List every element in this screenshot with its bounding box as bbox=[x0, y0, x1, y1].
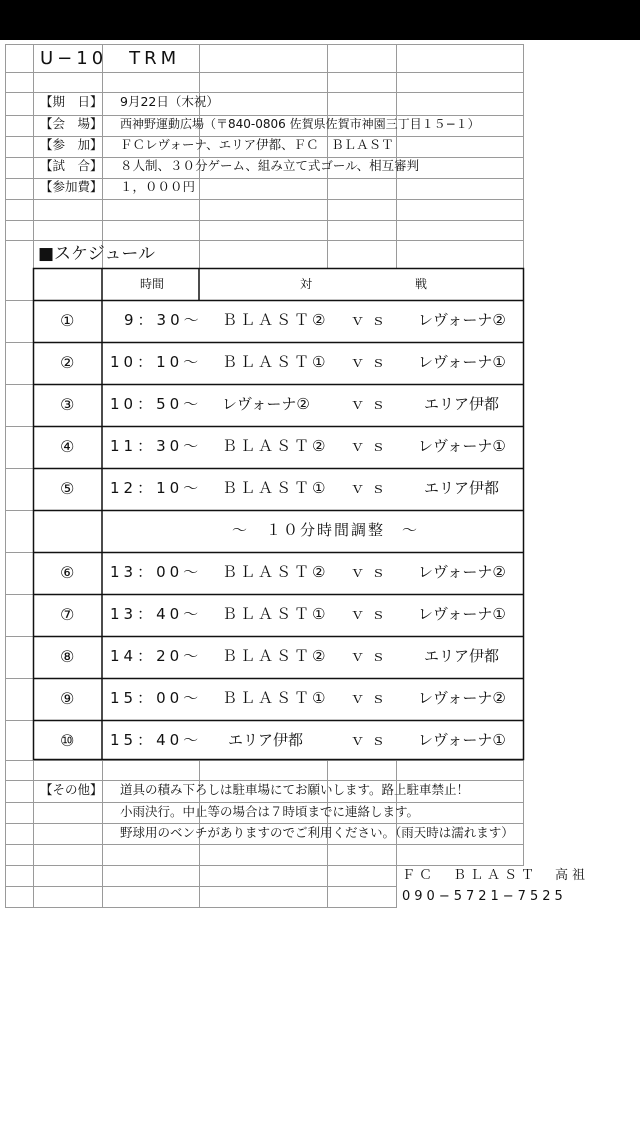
match-time: 12：10〜 bbox=[110, 479, 203, 497]
contact-phone: 090−5721−7525 bbox=[402, 889, 567, 904]
team-a: ＢＬＡＳＴ② bbox=[222, 563, 329, 581]
header-time: 時間 bbox=[140, 277, 165, 291]
team-a: ＢＬＡＳＴ① bbox=[222, 353, 329, 371]
vs-label: ｖｓ bbox=[350, 563, 393, 581]
match-time: 13：40〜 bbox=[110, 605, 203, 623]
match-number: ⑦ bbox=[60, 605, 75, 624]
vs-label: ｖｓ bbox=[350, 311, 393, 329]
info-value-participants: ＦＣレヴォーナ、エリア伊都、ＦＣ ＢＬＡＳＴ bbox=[120, 137, 394, 152]
team-a: ＢＬＡＳＴ① bbox=[222, 689, 329, 707]
info-value-fee: １，０００円 bbox=[120, 179, 196, 194]
match-time: 13：00〜 bbox=[110, 563, 203, 581]
info-label-venue: 【会 場】 bbox=[40, 116, 103, 131]
team-a: ＢＬＡＳＴ② bbox=[222, 437, 329, 455]
team-a: エリア伊都 bbox=[228, 731, 304, 749]
match-number: ③ bbox=[60, 395, 75, 414]
header-match-left: 対 bbox=[300, 277, 313, 291]
vs-label: ｖｓ bbox=[350, 731, 393, 749]
other-note-3: 野球用のベンチがありますのでご利用ください。（雨天時は濡れます） bbox=[120, 825, 514, 840]
team-b: レヴォーナ② bbox=[418, 311, 506, 329]
team-b: レヴォーナ② bbox=[418, 689, 506, 707]
vs-label: ｖｓ bbox=[350, 479, 393, 497]
team-b: レヴォーナ① bbox=[418, 731, 506, 749]
contact-name: ＦＣ ＢＬＡＳＴ 高祖 bbox=[402, 868, 590, 883]
team-b: レヴォーナ① bbox=[418, 353, 506, 371]
match-number: ② bbox=[60, 353, 75, 372]
break-row: 〜 １０分時間調整 〜 bbox=[232, 521, 420, 539]
team-b: エリア伊都 bbox=[424, 647, 500, 665]
match-time: 15：00〜 bbox=[110, 689, 203, 707]
vs-label: ｖｓ bbox=[350, 605, 393, 623]
team-b: エリア伊都 bbox=[424, 479, 500, 497]
info-label-date: 【期 日】 bbox=[40, 94, 103, 109]
match-time: 10：50〜 bbox=[110, 395, 203, 413]
team-a: ＢＬＡＳＴ② bbox=[222, 311, 329, 329]
team-a: ＢＬＡＳＴ① bbox=[222, 479, 329, 497]
match-time: 14：20〜 bbox=[110, 647, 203, 665]
vs-label: ｖｓ bbox=[350, 353, 393, 371]
info-label-format: 【試 合】 bbox=[40, 158, 103, 173]
team-b: レヴォーナ② bbox=[418, 563, 506, 581]
other-label: 【その他】 bbox=[40, 782, 103, 797]
vs-label: ｖｓ bbox=[350, 647, 393, 665]
schedule-table-borders bbox=[34, 268, 525, 760]
match-number: ⑨ bbox=[60, 689, 75, 708]
team-b: レヴォーナ① bbox=[418, 437, 506, 455]
info-value-venue: 西神野運動広場（〒840-0806 佐賀県佐賀市神園三丁目１５−１） bbox=[120, 117, 480, 131]
match-number: ⑥ bbox=[60, 563, 75, 582]
team-b: レヴォーナ① bbox=[418, 605, 506, 623]
match-time: 15：40〜 bbox=[110, 731, 203, 749]
match-time: 9：30〜 bbox=[124, 311, 203, 329]
page-title: U−10 TRM bbox=[40, 48, 181, 69]
match-time: 10：10〜 bbox=[110, 353, 203, 371]
match-number: ① bbox=[60, 311, 75, 330]
info-value-date: 9月22日（木祝） bbox=[120, 94, 219, 109]
vs-label: ｖｓ bbox=[350, 395, 393, 413]
info-label-participants: 【参 加】 bbox=[40, 137, 103, 152]
match-time: 11：30〜 bbox=[110, 437, 203, 455]
match-number: ⑩ bbox=[60, 731, 75, 750]
team-b: エリア伊都 bbox=[424, 395, 500, 413]
match-number: ⑧ bbox=[60, 647, 75, 666]
info-value-format: ８人制、３０分ゲーム、組み立て式ゴール、相互審判 bbox=[120, 158, 420, 173]
vs-label: ｖｓ bbox=[350, 437, 393, 455]
other-note-1: 道具の積み下ろしは駐車場にてお願いします。路上駐車禁止！ bbox=[120, 782, 470, 797]
header-match-right: 戦 bbox=[415, 277, 428, 291]
team-a: レヴォーナ② bbox=[222, 395, 310, 413]
info-label-fee: 【参加費】 bbox=[40, 179, 103, 194]
vs-label: ｖｓ bbox=[350, 689, 393, 707]
schedule-heading: ■スケジュール bbox=[38, 244, 156, 264]
other-note-2: 小雨決行。中止等の場合は７時頃までに連絡します。 bbox=[120, 804, 420, 819]
team-a: ＢＬＡＳＴ① bbox=[222, 605, 329, 623]
match-number: ④ bbox=[60, 437, 75, 456]
team-a: ＢＬＡＳＴ② bbox=[222, 647, 329, 665]
match-number: ⑤ bbox=[60, 479, 75, 498]
